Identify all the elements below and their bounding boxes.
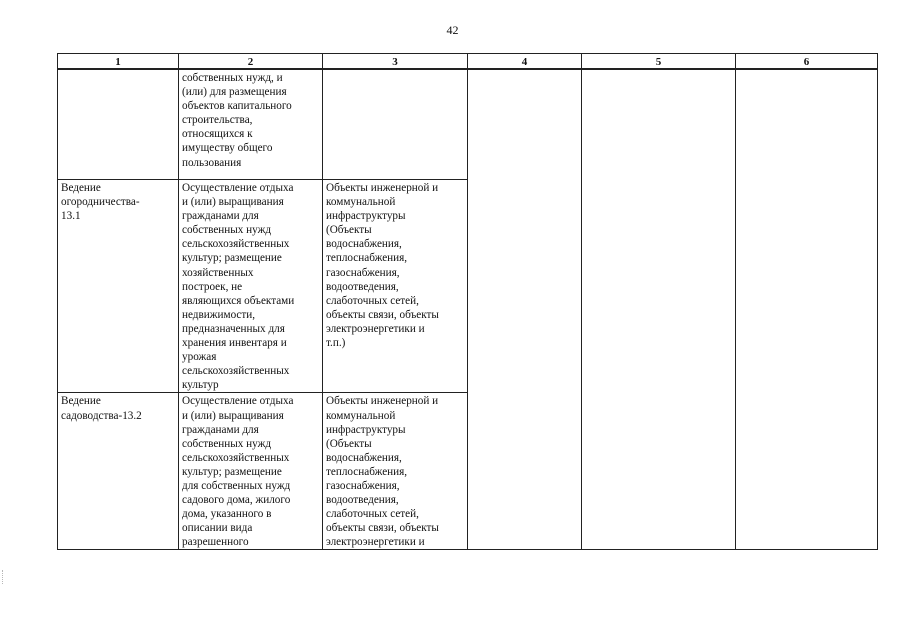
header-col-6: 6 <box>736 54 878 70</box>
row1-col1 <box>58 69 179 180</box>
row3-col3: Объекты инженерной и коммунальной инфраструктуры (Объекты водоснабжения, теплоснабжения, газоснабжения, водоотведения, слаботочных сетей, объекты связи, объекты электроэнергетики и <box>323 393 468 550</box>
header-col-2: 2 <box>179 54 323 70</box>
header-col-5: 5 <box>582 54 736 70</box>
row2-col1: Ведение огородничества- 13.1 <box>58 180 179 393</box>
col5-cell <box>582 69 736 550</box>
page-number: 42 <box>446 23 459 37</box>
row2-col3: Объекты инженерной и коммунальной инфраструктуры (Объекты водоснабжения, теплоснабжения, газоснабжения, водоотведения, слаботочных сетей, объекты связи, объекты электроэнергетики и т.п.) <box>323 180 468 393</box>
header-row <box>58 54 878 70</box>
row1-col3 <box>323 69 468 180</box>
header-col-3: 3 <box>323 54 468 70</box>
col6-cell <box>736 69 878 550</box>
header-col-4: 4 <box>468 54 582 70</box>
row1-col2: собственных нужд, и (или) для размещения объектов капитального строительства, относящихся к имуществу общего пользования <box>179 69 323 180</box>
table-row <box>58 69 878 180</box>
col4-cell <box>468 69 582 550</box>
margin-mark <box>2 570 9 584</box>
regulations-table <box>57 53 878 550</box>
row2-col2: Осуществление отдыха и (или) выращивания гражданами для собственных нужд сельскохозяйственных культур; размещение хозяйственных построек, не являющихся объектами недвижимости, предназначенных для хранения инвентаря и урожая сельскохозяйственных культур <box>179 180 323 393</box>
row3-col2: Осуществление отдыха и (или) выращивания гражданами для собственных нужд сельскохозяйственных культур; размещение для собственных нужд садового дома, жилого дома, указанного в описании вида разрешенного <box>179 393 323 550</box>
row3-col1: Ведение садоводства-13.2 <box>58 393 179 550</box>
header-col-1: 1 <box>58 54 179 70</box>
